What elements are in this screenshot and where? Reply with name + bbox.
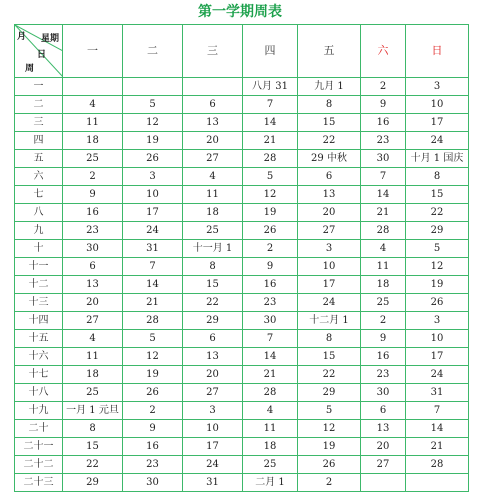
table-row — [15, 330, 469, 348]
date-cell: 4 — [243, 402, 298, 420]
date-cell: 5 — [123, 330, 183, 348]
date-cell: 25 — [361, 294, 406, 312]
date-cell: 24 — [406, 366, 469, 384]
day-header-sat: 六 — [361, 25, 406, 78]
date-cell: 13 — [183, 114, 243, 132]
corner-weekday-label: 星期 — [41, 34, 60, 44]
week-calendar-table — [14, 24, 469, 492]
date-cell: 2 — [243, 240, 298, 258]
week-number-cell: 六 — [15, 168, 63, 186]
date-cell: 6 — [298, 168, 361, 186]
date-cell: 12 — [298, 420, 361, 438]
date-cell: 3 — [406, 78, 469, 96]
date-cell — [183, 78, 243, 96]
week-number-cell: 九 — [15, 222, 63, 240]
date-cell: 26 — [406, 294, 469, 312]
table-row — [15, 456, 469, 474]
date-cell: 29 — [298, 384, 361, 402]
corner-header — [15, 25, 63, 78]
date-cell: 20 — [63, 294, 123, 312]
date-cell: 24 — [183, 456, 243, 474]
date-cell: 26 — [123, 384, 183, 402]
date-cell: 30 — [123, 474, 183, 492]
date-cell: 27 — [298, 222, 361, 240]
date-cell: 10 — [298, 258, 361, 276]
date-cell: 28 — [406, 456, 469, 474]
date-cell: 12 — [406, 258, 469, 276]
date-cell: 5 — [406, 240, 469, 258]
date-cell: 31 — [123, 240, 183, 258]
date-cell: 17 — [123, 204, 183, 222]
table-row — [15, 402, 469, 420]
day-header-mon: 一 — [63, 25, 123, 78]
date-cell: 20 — [361, 438, 406, 456]
table-row — [15, 132, 469, 150]
week-number-cell: 四 — [15, 132, 63, 150]
date-cell: 29 — [183, 312, 243, 330]
date-cell: 23 — [361, 132, 406, 150]
date-cell: 30 — [361, 150, 406, 168]
date-cell: 25 — [63, 384, 123, 402]
date-cell: 20 — [298, 204, 361, 222]
header-row — [15, 25, 469, 78]
date-cell — [63, 78, 123, 96]
date-cell: 10 — [406, 96, 469, 114]
table-row — [15, 348, 469, 366]
date-cell: 27 — [183, 384, 243, 402]
date-cell: 十月 1 国庆 — [406, 150, 469, 168]
date-cell: 2 — [298, 474, 361, 492]
date-cell: 17 — [406, 114, 469, 132]
date-cell: 12 — [123, 348, 183, 366]
date-cell: 7 — [406, 402, 469, 420]
date-cell: 24 — [298, 294, 361, 312]
week-number-cell: 十九 — [15, 402, 63, 420]
date-cell: 5 — [123, 96, 183, 114]
corner-day-label: 日 — [37, 50, 47, 60]
date-cell: 4 — [63, 96, 123, 114]
date-cell: 25 — [63, 150, 123, 168]
date-cell: 9 — [63, 186, 123, 204]
date-cell: 24 — [406, 132, 469, 150]
table-row — [15, 312, 469, 330]
date-cell: 29 — [63, 474, 123, 492]
week-number-cell: 二十一 — [15, 438, 63, 456]
table-row — [15, 150, 469, 168]
date-cell: 13 — [63, 276, 123, 294]
corner-week-label: 周 — [25, 64, 35, 74]
date-cell: 4 — [361, 240, 406, 258]
date-cell: 2 — [123, 402, 183, 420]
day-header-wed: 三 — [183, 25, 243, 78]
week-number-cell: 十 — [15, 240, 63, 258]
date-cell: 27 — [183, 150, 243, 168]
date-cell: 28 — [243, 150, 298, 168]
table-row — [15, 474, 469, 492]
date-cell: 8 — [183, 258, 243, 276]
day-header-fri: 五 — [298, 25, 361, 78]
date-cell: 2 — [361, 78, 406, 96]
date-cell: 8 — [63, 420, 123, 438]
date-cell: 11 — [243, 420, 298, 438]
date-cell: 11 — [183, 186, 243, 204]
table-row — [15, 186, 469, 204]
date-cell: 28 — [243, 384, 298, 402]
date-cell: 2 — [361, 312, 406, 330]
date-cell: 30 — [63, 240, 123, 258]
date-cell: 13 — [361, 420, 406, 438]
week-number-cell: 一 — [15, 78, 63, 96]
date-cell: 25 — [183, 222, 243, 240]
date-cell: 16 — [361, 348, 406, 366]
date-cell: 10 — [183, 420, 243, 438]
week-number-cell: 十六 — [15, 348, 63, 366]
date-cell: 22 — [183, 294, 243, 312]
page-title: 第一学期周表 — [198, 4, 282, 20]
date-cell: 19 — [298, 438, 361, 456]
date-cell: 15 — [298, 114, 361, 132]
date-cell: 18 — [361, 276, 406, 294]
date-cell: 5 — [298, 402, 361, 420]
date-cell: 八月 31 — [243, 78, 298, 96]
table-row — [15, 204, 469, 222]
date-cell: 一月 1 元旦 — [63, 402, 123, 420]
date-cell: 21 — [361, 204, 406, 222]
date-cell: 31 — [406, 384, 469, 402]
day-header-sun: 日 — [406, 25, 469, 78]
date-cell: 18 — [63, 132, 123, 150]
week-number-cell: 二十二 — [15, 456, 63, 474]
date-cell: 14 — [406, 420, 469, 438]
date-cell: 5 — [243, 168, 298, 186]
table-row — [15, 240, 469, 258]
date-cell: 29 — [406, 222, 469, 240]
date-cell: 9 — [361, 96, 406, 114]
table-row — [15, 276, 469, 294]
date-cell: 7 — [361, 168, 406, 186]
date-cell: 26 — [243, 222, 298, 240]
date-cell: 23 — [63, 222, 123, 240]
corner-month-label: 月 — [17, 32, 27, 42]
date-cell: 11 — [63, 348, 123, 366]
date-cell: 14 — [243, 348, 298, 366]
date-cell: 14 — [361, 186, 406, 204]
calendar-body — [15, 78, 469, 492]
date-cell: 21 — [123, 294, 183, 312]
date-cell: 4 — [63, 330, 123, 348]
date-cell: 14 — [123, 276, 183, 294]
date-cell: 19 — [123, 132, 183, 150]
date-cell: 20 — [183, 132, 243, 150]
date-cell: 30 — [361, 384, 406, 402]
date-cell: 十二月 1 — [298, 312, 361, 330]
date-cell: 12 — [123, 114, 183, 132]
date-cell: 19 — [406, 276, 469, 294]
date-cell: 3 — [183, 402, 243, 420]
date-cell: 10 — [406, 330, 469, 348]
table-row — [15, 78, 469, 96]
table-row — [15, 420, 469, 438]
day-header-thu: 四 — [243, 25, 298, 78]
week-number-cell: 五 — [15, 150, 63, 168]
date-cell: 15 — [183, 276, 243, 294]
date-cell: 7 — [243, 96, 298, 114]
date-cell: 二月 1 — [243, 474, 298, 492]
week-number-cell: 十八 — [15, 384, 63, 402]
table-row — [15, 114, 469, 132]
date-cell: 十一月 1 — [183, 240, 243, 258]
date-cell: 20 — [183, 366, 243, 384]
date-cell: 17 — [406, 348, 469, 366]
date-cell: 22 — [298, 132, 361, 150]
date-cell: 15 — [298, 348, 361, 366]
date-cell: 21 — [406, 438, 469, 456]
week-number-cell: 十四 — [15, 312, 63, 330]
date-cell: 8 — [298, 96, 361, 114]
date-cell: 29 中秋 — [298, 150, 361, 168]
date-cell: 17 — [183, 438, 243, 456]
date-cell: 9 — [123, 420, 183, 438]
date-cell: 九月 1 — [298, 78, 361, 96]
date-cell: 6 — [183, 96, 243, 114]
week-number-cell: 十二 — [15, 276, 63, 294]
date-cell: 30 — [243, 312, 298, 330]
date-cell: 21 — [243, 366, 298, 384]
date-cell: 26 — [298, 456, 361, 474]
date-cell: 3 — [406, 312, 469, 330]
date-cell: 25 — [243, 456, 298, 474]
date-cell: 16 — [243, 276, 298, 294]
date-cell: 22 — [406, 204, 469, 222]
date-cell: 3 — [123, 168, 183, 186]
date-cell: 10 — [123, 186, 183, 204]
date-cell: 24 — [123, 222, 183, 240]
date-cell: 15 — [406, 186, 469, 204]
date-cell: 8 — [406, 168, 469, 186]
date-cell: 2 — [63, 168, 123, 186]
date-cell: 4 — [183, 168, 243, 186]
date-cell: 9 — [361, 330, 406, 348]
date-cell: 18 — [243, 438, 298, 456]
date-cell: 7 — [243, 330, 298, 348]
date-cell: 22 — [298, 366, 361, 384]
date-cell: 18 — [183, 204, 243, 222]
date-cell — [361, 474, 406, 492]
week-number-cell: 十五 — [15, 330, 63, 348]
date-cell: 26 — [123, 150, 183, 168]
date-cell: 6 — [361, 402, 406, 420]
table-row — [15, 294, 469, 312]
date-cell — [406, 474, 469, 492]
date-cell: 3 — [298, 240, 361, 258]
table-row — [15, 366, 469, 384]
week-number-cell: 十七 — [15, 366, 63, 384]
date-cell: 31 — [183, 474, 243, 492]
table-row — [15, 258, 469, 276]
date-cell: 12 — [243, 186, 298, 204]
week-number-cell: 二十 — [15, 420, 63, 438]
week-number-cell: 三 — [15, 114, 63, 132]
date-cell: 15 — [63, 438, 123, 456]
date-cell: 6 — [183, 330, 243, 348]
week-number-cell: 十一 — [15, 258, 63, 276]
week-number-cell: 八 — [15, 204, 63, 222]
date-cell: 23 — [123, 456, 183, 474]
date-cell: 7 — [123, 258, 183, 276]
table-row — [15, 438, 469, 456]
week-number-cell: 十三 — [15, 294, 63, 312]
date-cell: 11 — [361, 258, 406, 276]
date-cell: 28 — [361, 222, 406, 240]
table-row — [15, 168, 469, 186]
date-cell: 17 — [298, 276, 361, 294]
date-cell: 23 — [361, 366, 406, 384]
day-header-tue: 二 — [123, 25, 183, 78]
date-cell: 13 — [183, 348, 243, 366]
date-cell: 19 — [243, 204, 298, 222]
week-number-cell: 二 — [15, 96, 63, 114]
date-cell: 9 — [243, 258, 298, 276]
date-cell: 8 — [298, 330, 361, 348]
date-cell: 27 — [63, 312, 123, 330]
table-row — [15, 384, 469, 402]
date-cell: 21 — [243, 132, 298, 150]
week-number-cell: 二十三 — [15, 474, 63, 492]
date-cell: 16 — [63, 204, 123, 222]
date-cell: 18 — [63, 366, 123, 384]
date-cell: 22 — [63, 456, 123, 474]
date-cell: 6 — [63, 258, 123, 276]
date-cell: 16 — [361, 114, 406, 132]
table-row — [15, 222, 469, 240]
date-cell: 13 — [298, 186, 361, 204]
week-number-cell: 七 — [15, 186, 63, 204]
date-cell: 28 — [123, 312, 183, 330]
date-cell: 19 — [123, 366, 183, 384]
date-cell: 11 — [63, 114, 123, 132]
table-row — [15, 96, 469, 114]
date-cell: 27 — [361, 456, 406, 474]
date-cell — [123, 78, 183, 96]
date-cell: 16 — [123, 438, 183, 456]
date-cell: 14 — [243, 114, 298, 132]
date-cell: 23 — [243, 294, 298, 312]
